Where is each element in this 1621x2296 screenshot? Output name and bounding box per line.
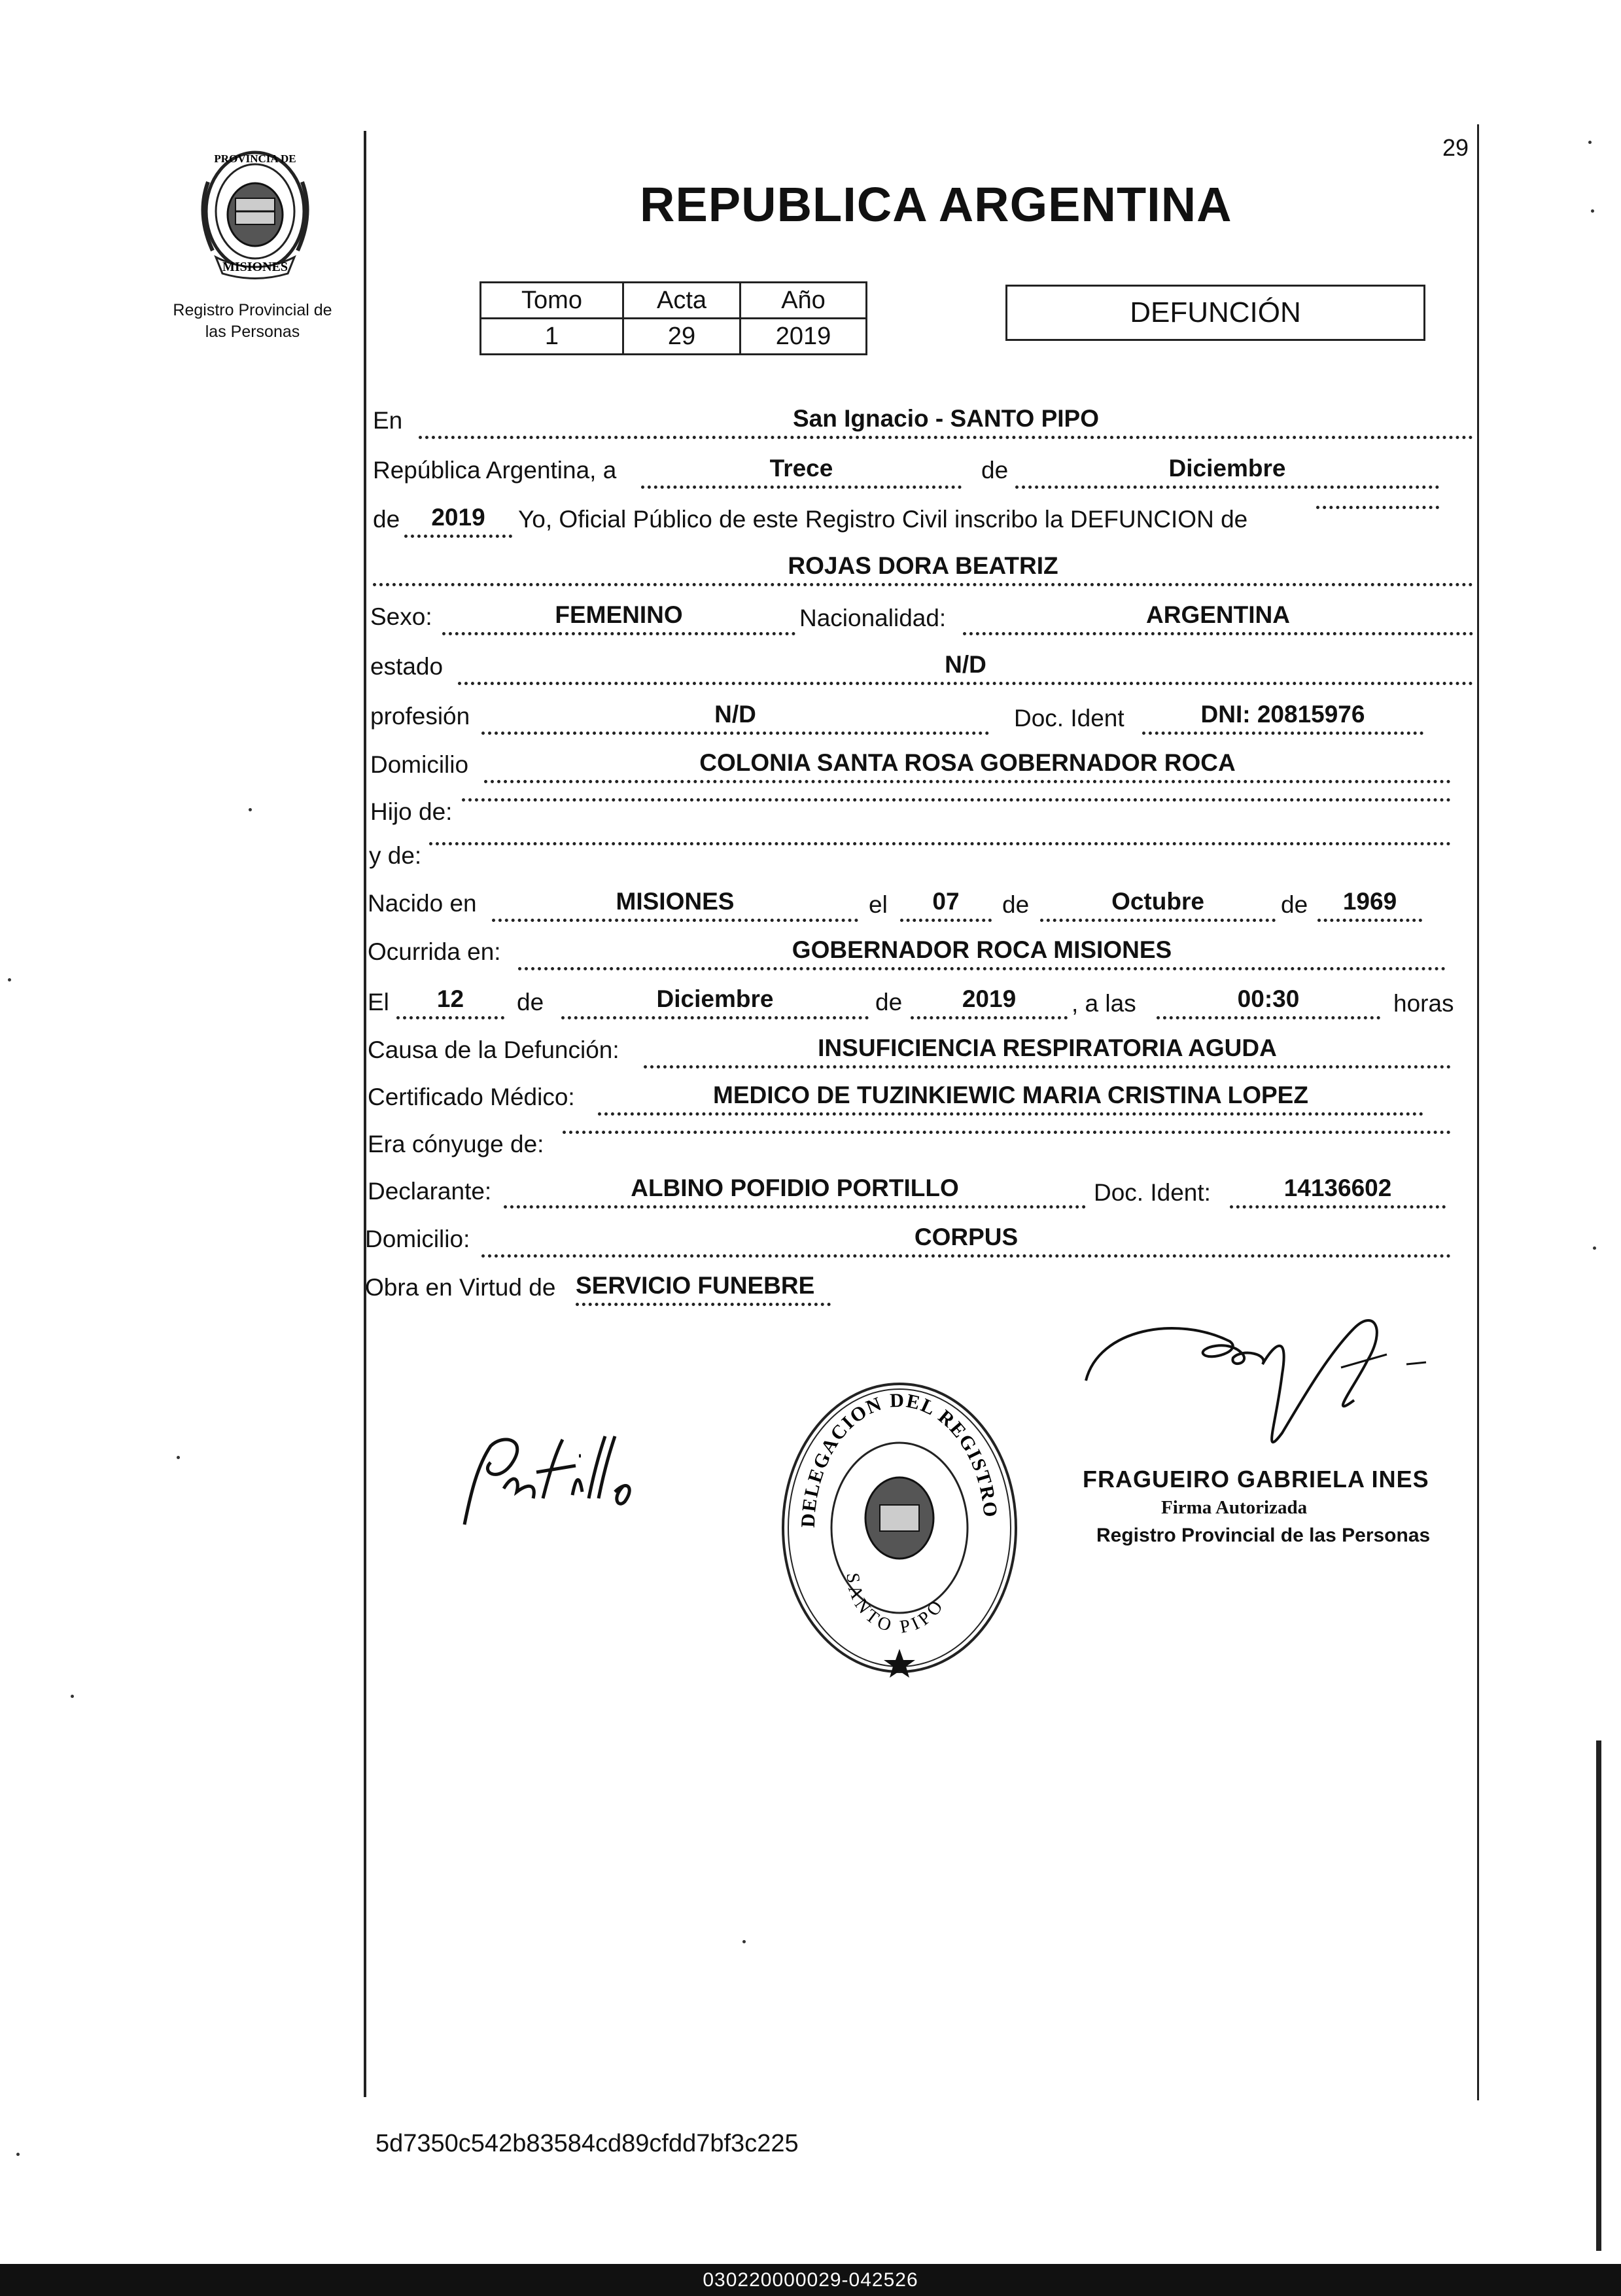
registry-line2: las Personas	[205, 323, 300, 341]
de-label-5: de	[517, 989, 544, 1016]
header-tomo: Tomo	[481, 283, 623, 319]
causa-label: Causa de la Defunción:	[368, 1036, 619, 1063]
statement-trail	[1316, 503, 1439, 509]
conyuge-label: Era cónyuge de:	[368, 1131, 544, 1157]
barcode-strip: 030220000029-042526	[0, 2264, 1621, 2296]
yde-value	[429, 839, 1451, 845]
domicilio-label: Domicilio	[370, 751, 469, 778]
scan-speck	[249, 808, 252, 811]
de-label-3: de	[1002, 891, 1030, 918]
death-year-value: 2019	[911, 985, 1068, 1019]
declarante-value: ALBINO POFIDIO PORTILLO	[504, 1174, 1086, 1209]
month-value: Diciembre	[1015, 454, 1439, 489]
value-tomo: 1	[481, 319, 623, 355]
stamp-inner-text: SANTO PIPO	[842, 1572, 949, 1638]
right-edge-bar	[1596, 1740, 1601, 2251]
conyuge-value	[563, 1128, 1451, 1134]
scan-speck	[71, 1695, 74, 1698]
el-label: el	[869, 891, 888, 918]
causa-value: INSUFICIENCIA RESPIRATORIA AGUDA	[644, 1034, 1451, 1069]
scan-speck	[742, 1940, 746, 1943]
registry-stamp	[775, 1377, 1024, 1678]
death-day-value: 12	[396, 985, 504, 1019]
obra-value: SERVICIO FUNEBRE	[576, 1271, 831, 1306]
declarant-signature	[451, 1426, 641, 1531]
record-table-header	[481, 283, 867, 319]
document-hash: 5d7350c542b83584cd89cfdd7bf3c225	[375, 2130, 799, 2157]
republica-label: República Argentina, a	[373, 457, 617, 484]
estado-value: N/D	[458, 650, 1473, 685]
declarante-doc-value: 14136602	[1230, 1174, 1446, 1209]
domicilio2-label: Domicilio:	[365, 1226, 470, 1252]
sexo-value: FEMENINO	[442, 601, 795, 635]
de-label-6: de	[875, 989, 903, 1016]
de-label-4: de	[1281, 891, 1308, 918]
registry-line1: Registro Provincial de	[173, 301, 332, 319]
scan-speck	[1591, 209, 1594, 213]
scan-speck	[8, 978, 11, 981]
death-month-value: Diciembre	[561, 985, 869, 1019]
registry-caption	[154, 300, 351, 343]
declarante-doc-label: Doc. Ident:	[1094, 1179, 1211, 1206]
estado-label: estado	[370, 653, 444, 680]
birth-day-value: 07	[900, 887, 992, 922]
nacido-value: MISIONES	[492, 887, 858, 922]
hijo-value	[462, 796, 1451, 802]
yde-label: y de:	[369, 842, 422, 869]
en-value: San Ignacio - SANTO PIPO	[419, 404, 1473, 439]
horas-label: horas	[1393, 990, 1454, 1017]
ocurrida-value: GOBERNADOR ROCA MISIONES	[518, 936, 1446, 970]
value-acta: 29	[623, 319, 741, 355]
hijo-label: Hijo de:	[370, 798, 453, 825]
domicilio2-value: CORPUS	[481, 1223, 1451, 1258]
birth-year-value: 1969	[1317, 887, 1422, 922]
birth-month-value: Octubre	[1040, 887, 1276, 922]
page-title: REPUBLICA ARGENTINA	[640, 177, 1232, 232]
scan-speck	[177, 1456, 180, 1459]
scan-speck	[1588, 141, 1592, 144]
certificado-label: Certificado Médico:	[368, 1084, 575, 1110]
declarante-label: Declarante:	[368, 1178, 492, 1205]
obra-label: Obra en Virtud de	[365, 1274, 556, 1301]
profesion-value: N/D	[481, 700, 989, 735]
alas-label: , a las	[1072, 990, 1136, 1017]
province-logo	[190, 143, 321, 283]
el-label-2: El	[368, 989, 389, 1016]
right-margin-line	[1477, 124, 1479, 2100]
svg-text:SANTO PIPO	[842, 1572, 949, 1637]
official-registry: Registro Provincial de las Personas	[1096, 1525, 1431, 1546]
certificado-value: MEDICO DE TUZINKIEWIC MARIA CRISTINA LOPEZ	[598, 1081, 1423, 1116]
de-label-1: de	[981, 457, 1009, 484]
document-type-box: DEFUNCIÓN	[1005, 285, 1425, 341]
nacionalidad-value: ARGENTINA	[963, 601, 1473, 635]
day-words-value: Trece	[641, 454, 962, 489]
header-anio: Año	[741, 283, 867, 319]
logo-text-top: PROVINCIA DE	[214, 152, 296, 165]
official-name: FRAGUEIRO GABRIELA INES	[1083, 1466, 1429, 1492]
official-signature	[1079, 1302, 1459, 1472]
en-label: En	[373, 407, 403, 434]
death-time-value: 00:30	[1157, 985, 1380, 1019]
left-margin-line	[364, 131, 366, 2097]
nacido-label: Nacido en	[368, 890, 477, 917]
header-acta: Acta	[623, 283, 741, 319]
scan-speck	[16, 2153, 20, 2156]
stamp-outer-text: DELEGACION DEL REGISTRO	[797, 1389, 1002, 1528]
doc-ident-label: Doc. Ident	[1014, 705, 1124, 732]
page-number: 29	[1442, 134, 1469, 161]
record-table-values	[481, 319, 867, 355]
nacionalidad-label: Nacionalidad:	[799, 605, 947, 631]
year-value: 2019	[404, 503, 512, 538]
scan-speck	[1593, 1246, 1596, 1250]
profesion-label: profesión	[370, 703, 470, 730]
record-table	[479, 281, 867, 355]
ocurrida-label: Ocurrida en:	[368, 938, 501, 965]
deceased-name: ROJAS DORA BEATRIZ	[373, 552, 1473, 586]
official-role: Firma Autorizada	[1161, 1497, 1308, 1518]
value-anio: 2019	[741, 319, 867, 355]
sexo-label: Sexo:	[370, 603, 432, 630]
domicilio-value: COLONIA SANTA ROSA GOBERNADOR ROCA	[484, 749, 1451, 783]
de-label-2: de	[373, 506, 400, 533]
doc-ident-value: DNI: 20815976	[1142, 700, 1423, 735]
official-statement: Yo, Oficial Público de este Registro Civil inscribo la DEFUNCION de	[518, 506, 1248, 533]
logo-text-bottom: MISIONES	[222, 260, 288, 274]
